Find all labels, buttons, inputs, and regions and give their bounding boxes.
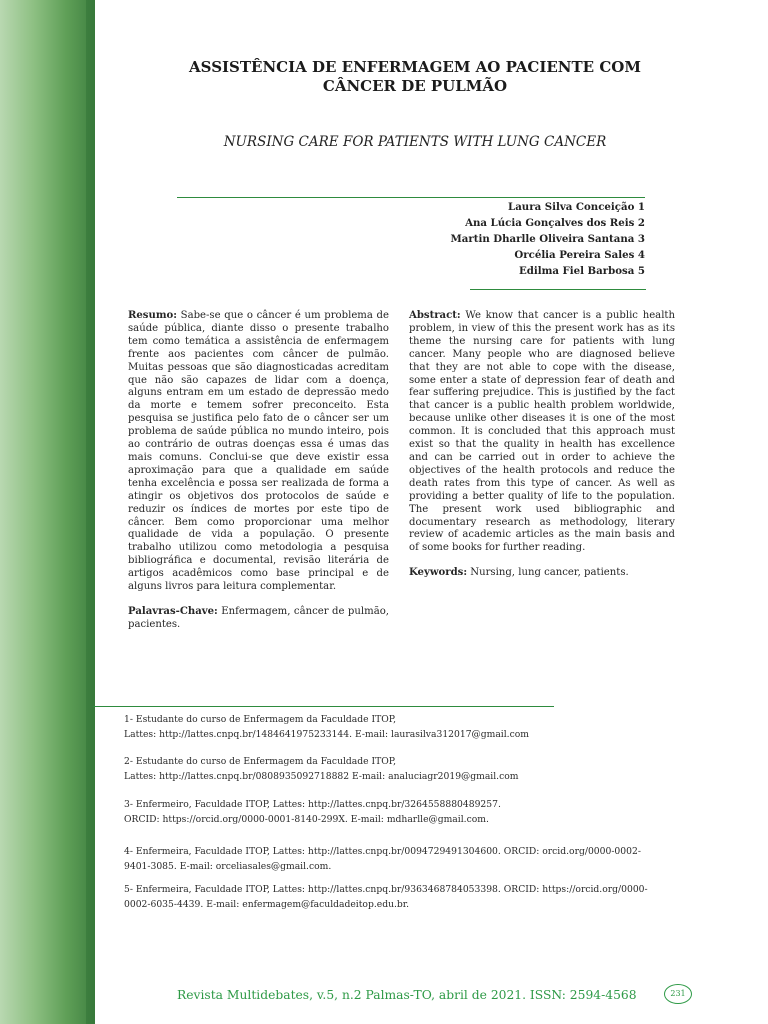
resumo-text: Sabe-se que o câncer é um problema de saúde pública, diante disso o presente trabalho tem como temática a assistência de enfermagem frente aos pacientes com câncer de pulmão. Muitas pessoas que são diagnosticadas acreditam que não são capazes de lidar com a doença, alguns entram em um estado de depressão medo da morte e temem sofrer preconceito. Esta pesquisa se justifica pelo fato de o câncer ser um problema de saúde pública no mundo inteiro, pois ao contrário de outras doenças essa é umas das mais comuns. Conclui-se que deve existir essa aproximação para que a qualidade em saúde tenha excelência e possa ser realizada de forma a atingir os objetivos dos protocolos de saúde e reduzir os índices de mortes por este tipo de câncer. Bem como proporcionar uma melhor qualidade de vida a população. O presente trabalho utilizou como metodologia a pesquisa bibliográfica e documental, revisão literária de artigos acadêmicos como base principal e de alguns livros para leitura complementar. — [128, 310, 389, 593]
footnote-5-text: 5- Enfermeira, Faculdade ITOP, Lattes: http://lattes.cnpq.br/9363468784053398. ORCID: https://orcid.org/0000-0002-6035-4439. E-mail: enfermagem@faculdadeitop.edu.br. — [124, 884, 648, 910]
author-list — [360, 199, 645, 279]
footnote-1-line-1: 1- Estudante do curso de Enfermagem da Faculdade ITOP, — [124, 714, 397, 725]
page-number: 231 — [664, 984, 692, 1004]
author-3: Martin Dharlle Oliveira Santana 3 — [450, 233, 645, 245]
footnote-3 — [124, 797, 654, 827]
author-divider — [470, 289, 646, 290]
palavras-chave-label: Palavras-Chave: — [128, 605, 218, 617]
resumo-paragraph — [128, 310, 389, 594]
decorative-side-band — [0, 0, 95, 1024]
side-band-edge — [86, 0, 95, 1024]
footnote-4-text: 4- Enfermeira, Faculdade ITOP, Lattes: http://lattes.cnpq.br/0094729491304600. ORCID: orcid.org/0000-0002-9401-3085. E-mail: orceliasales@gmail.com. — [124, 846, 641, 872]
article-title — [150, 58, 680, 96]
keywords-text: Nursing, lung cancer, patients. — [470, 567, 629, 579]
footnote-3-line-1: 3- Enfermeiro, Faculdade ITOP, Lattes: http://lattes.cnpq.br/3264558880489257. — [124, 799, 501, 810]
title-line-1: ASSISTÊNCIA DE ENFERMAGEM AO PACIENTE COM — [189, 58, 641, 76]
palavras-chave-paragraph — [128, 606, 389, 632]
title-divider — [177, 197, 645, 198]
footnote-2-line-1: 2- Estudante do curso de Enfermagem da Faculdade ITOP, — [124, 756, 397, 767]
abstract-column — [409, 310, 675, 592]
english-title: NURSING CARE FOR PATIENTS WITH LUNG CANCER — [223, 134, 607, 150]
footnote-5 — [124, 882, 654, 912]
footnote-1 — [124, 712, 654, 742]
footnote-2-line-2: Lattes: http://lattes.cnpq.br/0808935092718882 E-mail: analuciagr2019@gmail.com — [124, 771, 519, 782]
abstract-paragraph — [409, 310, 675, 555]
resumo-label: Resumo: — [128, 310, 177, 321]
title-line-2: CÂNCER DE PULMÃO — [322, 77, 508, 95]
author-2: Ana Lúcia Gonçalves dos Reis 2 — [465, 217, 645, 229]
resumo-column — [128, 310, 389, 644]
author-5: Edilma Fiel Barbosa 5 — [518, 265, 645, 277]
keywords-label: Keywords: — [409, 567, 468, 579]
journal-citation: Revista Multidebates, v.5, n.2 Palmas-TO, abril de 2021. ISSN: 2594-4568 — [177, 988, 637, 1002]
footnote-divider — [93, 706, 554, 707]
abstract-label: Abstract: — [409, 310, 461, 321]
keywords-paragraph — [409, 567, 675, 580]
palavras-chave-text: Enfermagem, câncer de pulmão, pacientes. — [128, 605, 389, 630]
footnote-3-line-2: ORCID: https://orcid.org/0000-0001-8140-299X. E-mail: mdharlle@gmail.com. — [124, 814, 489, 825]
footnote-1-line-2: Lattes: http://lattes.cnpq.br/1484641975233144. E-mail: laurasilva312017@gmail.com — [124, 729, 529, 740]
abstract-text: We know that cancer is a public health problem, in view of this the present work has as its theme the nursing care for patients with lung cancer. Many people who are diagnosed believe that they are not able to cope with the disease, some enter a state of depression fear of death and fear suffering prejudice. This is justified by the fact that cancer is a public health problem worldwide, because unlike other diseases it is one of the most common. It is concluded that this approach must exist so that the quality in health has excellence and can be carried out in order to achieve the objectives of the health protocols and reduce the death rates from this type of cancer. As well as providing a better quality of life to the population. The present work used bibliographic and documentary research as methodology, literary review of academic articles as the main basis and of some books for further reading. — [409, 310, 675, 554]
footnote-4 — [124, 844, 654, 874]
author-4: Orcélia Pereira Sales 4 — [514, 249, 645, 261]
author-1: Laura Silva Conceição 1 — [508, 201, 645, 213]
footnote-2 — [124, 754, 654, 784]
